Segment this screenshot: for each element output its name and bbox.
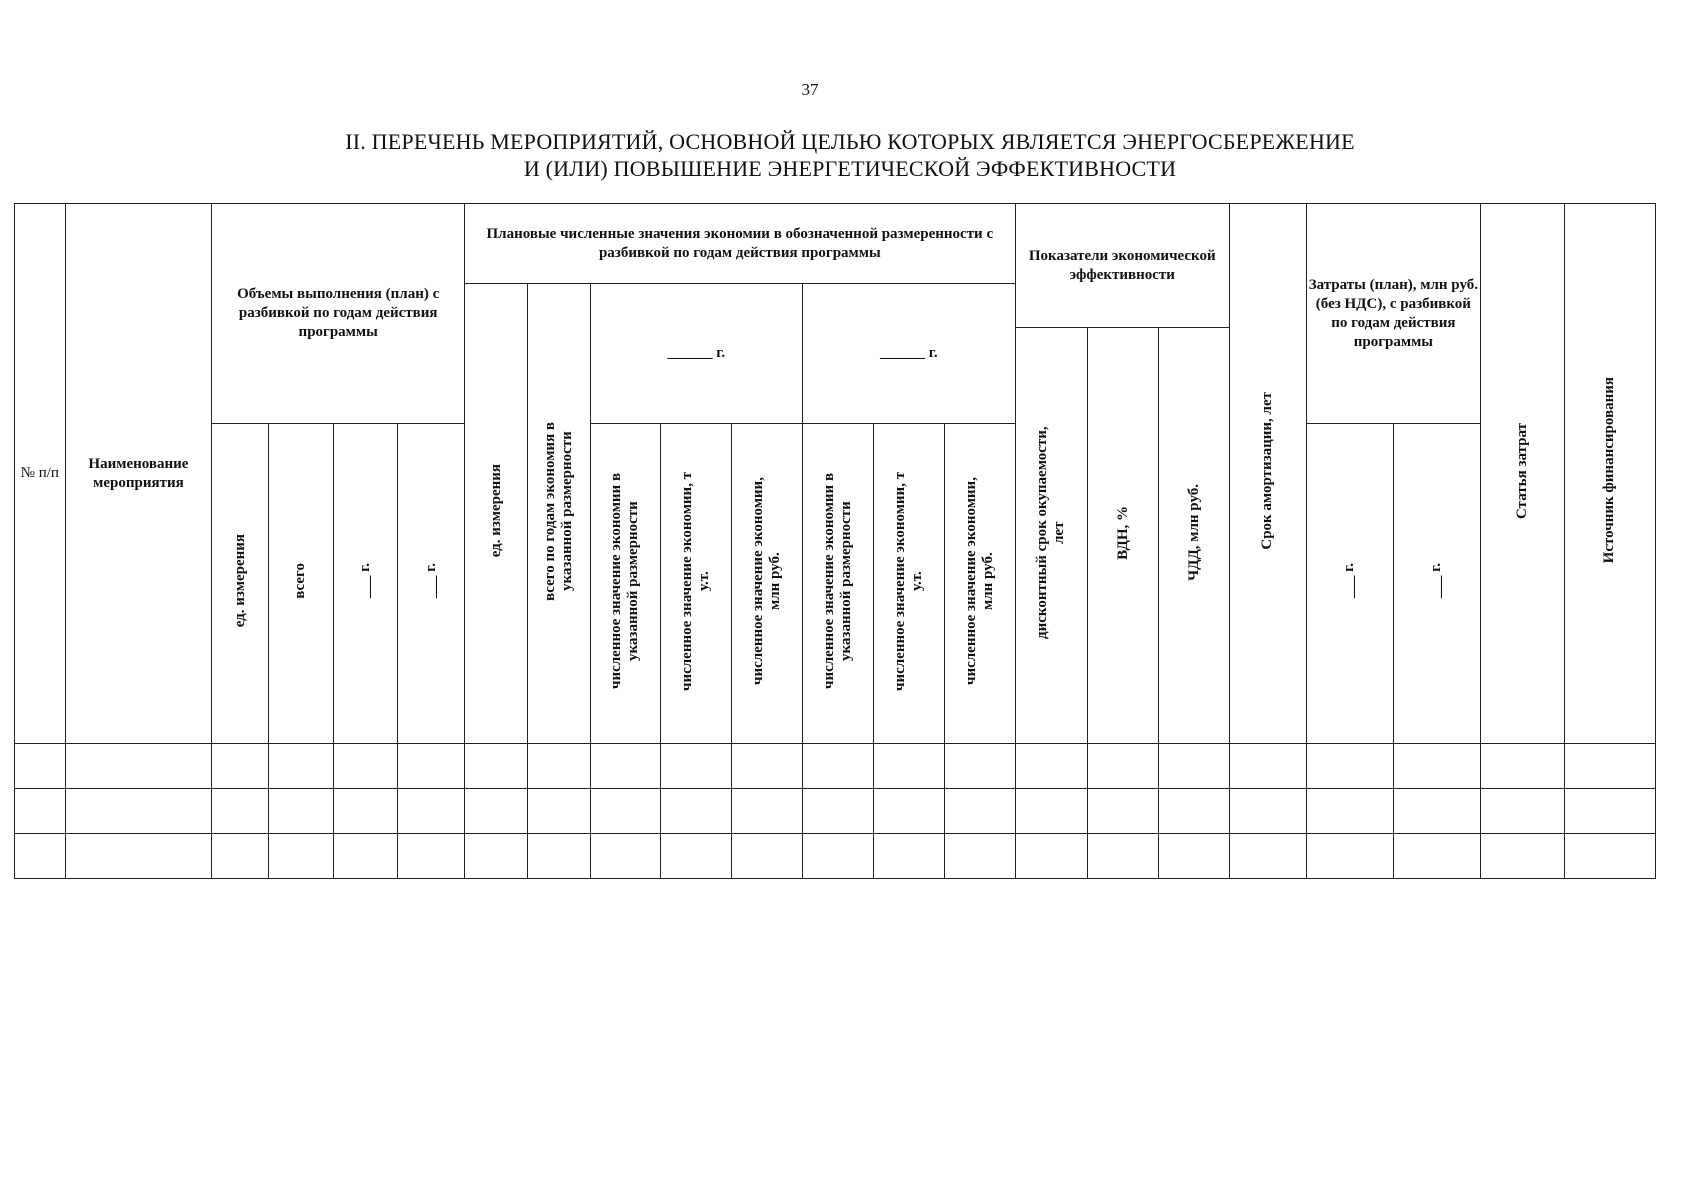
header-cell-volumes-2 (268, 424, 333, 744)
header-cell-num (15, 204, 66, 744)
header-savings-year-2: ______ г. (803, 284, 1016, 424)
title-line-2: И (ИЛИ) ПОВЫШЕНИЕ ЭНЕРГЕТИЧЕСКОЙ ЭФФЕКТИВНОСТИ (523, 156, 1177, 181)
header-group-savings: Плановые численные значения экономии в обозначенной размеренности с разбивкой по годам действия программы (465, 204, 1015, 284)
header-group-volumes: Объемы выполнения (план) с разбивкой по годам действия программы (212, 204, 465, 424)
header-cell-savings-unit (465, 284, 528, 744)
header-name: Наименование мероприятия (88, 455, 189, 491)
header-savings-year-1: ______ г. (590, 284, 802, 424)
header-group-efficiency: Показатели экономической эффективности (1015, 204, 1229, 328)
header-cell-y1-sub-3 (732, 424, 803, 744)
header-cell-y2-sub-1 (803, 424, 874, 744)
header-cell-y1-sub-2 (661, 424, 732, 744)
header-cell-cost-item (1480, 204, 1564, 744)
header-funding: Источник финансирования (1601, 377, 1618, 564)
header-efficiency-1: дисконтный срок окупаемости, лет (1034, 426, 1068, 639)
header-volumes-3: ___ г. (357, 562, 373, 599)
header-y2-sub-2: численное значение экономии, т у.т. (891, 470, 925, 691)
header-efficiency-2: ВДН, % (1114, 505, 1131, 560)
header-cell-y1-sub-1 (590, 424, 661, 744)
header-cell-funding (1564, 204, 1655, 744)
header-num: № п/п (20, 465, 59, 481)
header-cell-name (65, 204, 212, 744)
header-savings-total: всего по годам экономия в указанной размерности (541, 420, 575, 601)
header-cell-volumes-1 (212, 424, 269, 744)
header-efficiency-3: ЧДД, млн руб. (1185, 484, 1202, 581)
header-cell-volumes-3 (333, 424, 398, 744)
table-row (15, 789, 1656, 834)
title-line-1: II. ПЕРЕЧЕНЬ МЕРОПРИЯТИЙ, ОСНОВНОЙ ЦЕЛЬЮ КОТОРЫХ ЯВЛЯЕТСЯ ЭНЕРГОСБЕРЕЖЕНИЕ (345, 129, 1355, 154)
header-cell-savings-total (527, 284, 590, 744)
header-cell-costs-1 (1306, 424, 1393, 744)
table-row (15, 834, 1656, 879)
header-y2-sub-1: численное значение экономии в указанной размерности (820, 472, 854, 689)
measures-table (14, 203, 1656, 879)
header-group-costs: Затраты (план), млн руб. (без НДС), с разбивкой по годам действия программы (1306, 204, 1480, 424)
header-volumes-1: ед. измерения (231, 533, 248, 628)
header-volumes-4: ___ г. (422, 562, 439, 599)
page-title (150, 128, 1550, 182)
header-cell-efficiency-2 (1088, 328, 1159, 744)
header-costs-1: ___ г. (1341, 562, 1358, 599)
header-cell-y2-sub-3 (944, 424, 1015, 744)
header-amortization: Срок амортизации, лет (1259, 391, 1276, 550)
header-cell-amortization (1229, 204, 1306, 744)
header-cell-efficiency-1 (1015, 328, 1088, 744)
header-volumes-2: всего (292, 562, 309, 599)
header-y1-sub-1: численное значение экономии в указанной размерности (608, 472, 642, 689)
page-number: 37 (801, 80, 819, 99)
header-y2-sub-3: численное значение экономии, млн руб. (962, 476, 996, 685)
header-cell-costs-2 (1393, 424, 1480, 744)
header-savings-unit: ед. измерения (487, 463, 504, 558)
header-cell-y2-sub-2 (873, 424, 944, 744)
header-y1-sub-2: численное значение экономии, т у.т. (679, 470, 713, 691)
header-cost-item: Статья затрат (1513, 422, 1530, 519)
header-y1-sub-3: численное значение экономии, млн руб. (750, 476, 784, 685)
header-cell-volumes-4 (398, 424, 465, 744)
header-costs-2: ___ г. (1428, 562, 1445, 599)
header-cell-efficiency-3 (1159, 328, 1230, 744)
table-row (15, 744, 1656, 789)
